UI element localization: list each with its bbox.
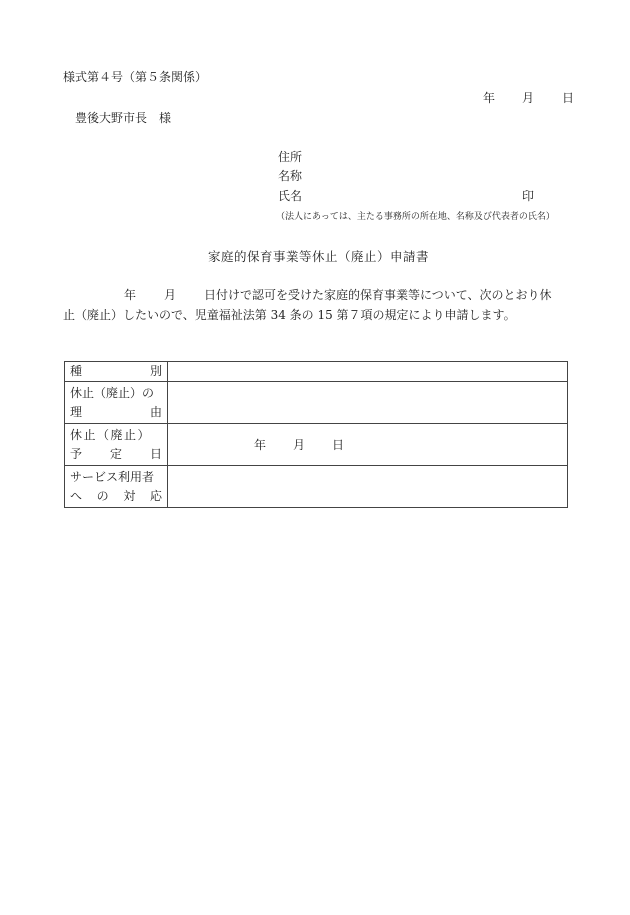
body-month: 月 xyxy=(164,288,177,302)
body-year: 年 xyxy=(124,288,137,302)
table-row xyxy=(65,466,568,508)
date-month-label: 月 xyxy=(522,91,535,105)
table-date-day: 日 xyxy=(332,437,345,452)
body-line-2: 止（廃止）したいので、児童福祉法第 34 条の 15 第７項の規定により申請します。 xyxy=(63,308,516,322)
date-year-label: 年 xyxy=(483,91,496,105)
document-title: 家庭的保育事業等休止（廃止）申請書 xyxy=(208,249,430,264)
table-date-month: 月 xyxy=(293,437,306,452)
person-label: 氏名 xyxy=(278,189,303,203)
address-label: 住所 xyxy=(278,150,303,164)
date-day-label: 日 xyxy=(562,91,575,105)
type-field[interactable] xyxy=(168,362,568,382)
name-label: 名称 xyxy=(278,169,303,183)
row-label-type: 種 別 xyxy=(65,362,168,382)
user-response-field[interactable] xyxy=(168,466,568,508)
body-line-1 xyxy=(124,286,552,303)
table-row xyxy=(65,362,568,382)
table-date-year: 年 xyxy=(254,437,267,452)
form-number: 様式第４号（第５条関係） xyxy=(63,70,208,84)
reason-field[interactable] xyxy=(168,382,568,424)
table-row xyxy=(65,382,568,424)
row-label-user-response: サービス利用者 へ の 対 応 xyxy=(65,466,168,508)
application-table xyxy=(64,361,568,508)
table-row xyxy=(65,424,568,466)
scheduled-date-field[interactable] xyxy=(168,424,568,466)
addressee: 豊後大野市長 様 xyxy=(75,111,172,125)
row-label-scheduled-date: 休止（廃止） 予 定 日 xyxy=(65,424,168,466)
applicant-note: （法人にあっては、主たる事務所の所在地、名称及び代表者の氏名） xyxy=(276,212,555,222)
row-label-reason: 休止（廃止）の 理 由 xyxy=(65,382,168,424)
body-line-1-text: 日付けで認可を受けた家庭的保育事業等について、次のとおり休 xyxy=(204,288,552,302)
seal-mark: 印 xyxy=(522,189,535,203)
submission-date xyxy=(483,89,574,106)
